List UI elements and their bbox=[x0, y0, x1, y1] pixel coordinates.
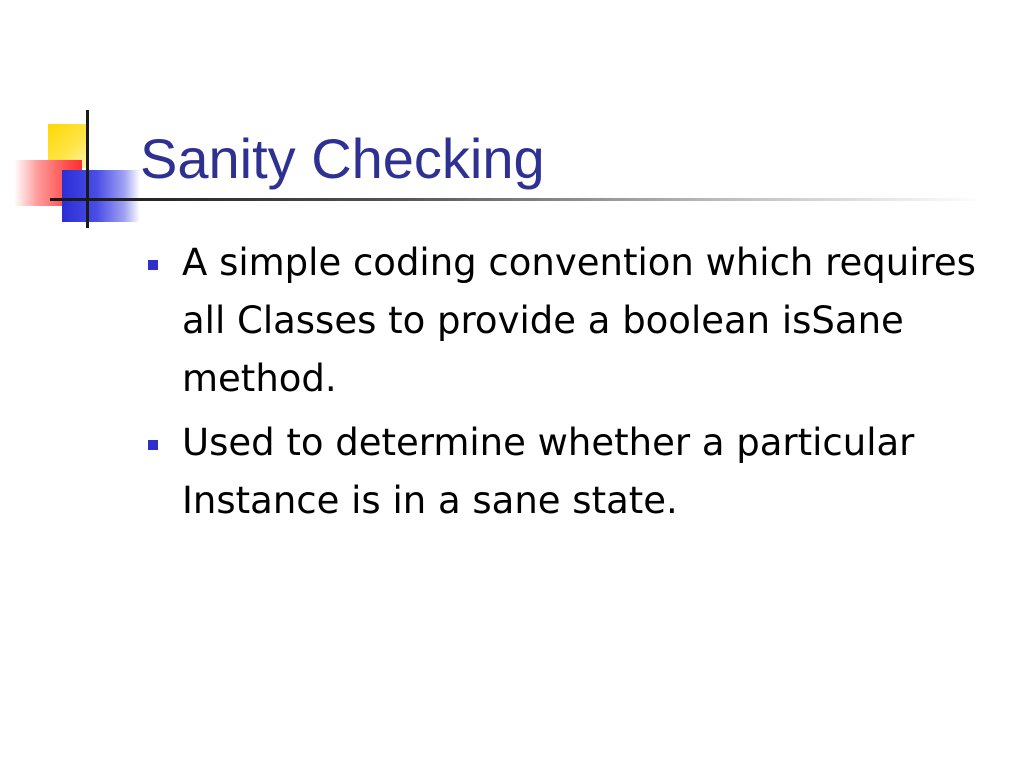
title-underline bbox=[86, 198, 986, 201]
bullet-text: Used to determine whether a particular Instance is in a sane state. bbox=[182, 421, 915, 522]
bullet-list bbox=[148, 234, 1008, 536]
corner-logo-decoration bbox=[0, 0, 180, 240]
slide-title: Sanity Checking bbox=[140, 127, 545, 190]
square-bullet-icon bbox=[148, 440, 158, 450]
vertical-line-decoration bbox=[86, 110, 89, 228]
bullet-text: A simple coding convention which requires all Classes to provide a boolean isSane method. bbox=[182, 241, 976, 400]
square-bullet-icon bbox=[148, 260, 158, 270]
bullet-item bbox=[148, 234, 1008, 408]
blue-square-decoration bbox=[62, 170, 140, 222]
bullet-item bbox=[148, 414, 1008, 530]
